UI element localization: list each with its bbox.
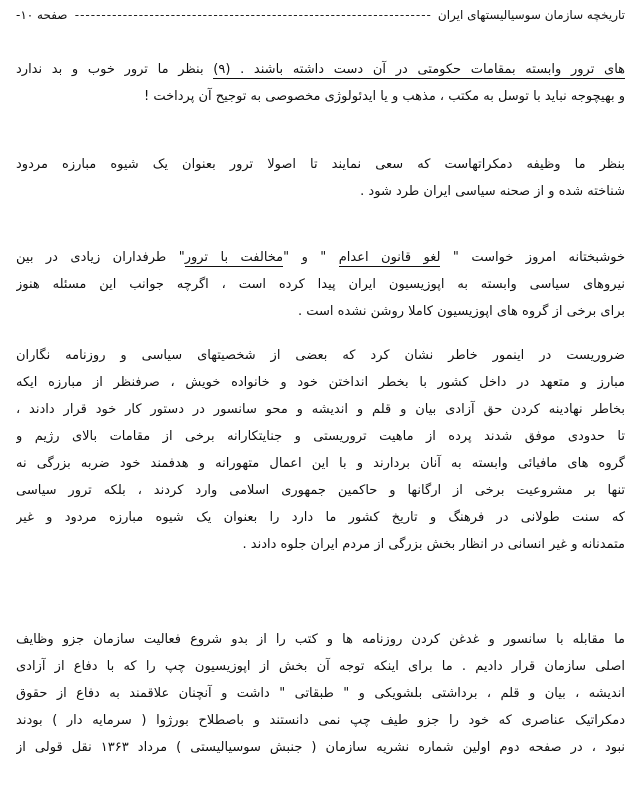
page-number: صفحه ۱۰-	[16, 8, 68, 22]
paragraph-line: متمدنانه و غیر انسانی در انظار بخش بزرگی از مردم ایران جلوه دادند .	[242, 537, 625, 552]
paragraph-line	[16, 56, 625, 83]
text-run: " طرفداران زیادی در بین	[16, 250, 185, 265]
paragraph-line: بخاطر نهادینه کردن حق آزادی بیان و قلم و اندیشه و محو سانسور در دستور کار خود قرار دادند ،	[16, 402, 625, 417]
paragraph-line: ضروریست در اینمور خاطر نشان کرد که بعضی از شخصیتهای سیاسی و روزنامه نگاران	[16, 348, 625, 363]
paragraph-1	[16, 56, 625, 110]
paragraph-line: نیروهای سیاسی وابسته به اپوزیسیون ایران پیدا کرده است ، اگرچه جوانب این مسئله هنوز	[16, 277, 625, 292]
paragraph-5	[16, 626, 625, 761]
text-run: بنظر ما ترور خوب و بد ندارد	[16, 62, 214, 77]
paragraph-line	[16, 244, 625, 271]
paragraph-line: شناخته شده و از صحنه سیاسی ایران طرد شود .	[360, 184, 625, 199]
header-rule	[74, 8, 432, 22]
paragraph-line: تا حدودی موفق شدند پرده از ماهیت تروریستی و جنایتکارانه برخی از مقامات بالای رژیم و	[16, 429, 625, 444]
text-run: خوشبختانه امروز خواست "	[440, 250, 625, 265]
header-title: تاریخچه سازمان سوسیالیستهای ایران	[437, 8, 625, 22]
paragraph-line: مبارز و متعهد در داخل کشور با بخطر انداختن خود و خانواده خویش ، صرفنظر از مبارزه ایکه	[16, 375, 625, 390]
paragraph-line: و بهیچوجه نباید با توسل به مکتب ، مذهب و یا ایدئولوژی مخصوصی به توجیح آن پرداخت !	[143, 89, 625, 104]
underlined-text: های ترور وابسته بمقامات حکومتی در آن دست داشته باشند . (۹)	[213, 62, 625, 77]
text-run: " و "	[283, 250, 339, 265]
paragraph-line: دمکراتیک عناصری که خود را جزو طیف چپ نمی دانستند و باصطلاح بورژوا ( سرمایه دار ) بودند	[16, 713, 625, 728]
paragraph-2	[16, 151, 625, 205]
paragraph-line: اندیشه ، بیان و قلم ، برداشتی بلشویکی و " طبقاتی " داشت و آنچنان علاقمند به دفاع از حقوق	[16, 686, 625, 701]
paragraph-line: برای برخی از گروه های اپوزیسیون کاملا روشن نشده است .	[298, 304, 625, 319]
paragraph-line: ما مقابله با سانسور و غدغن کردن روزنامه ها و کتب را از بدو شروع فعالیت سازمان جزو وظایف	[16, 632, 625, 647]
paragraph-line: اصلی سازمان قرار دادیم . ما برای اینکه توجه آن بخش از اپوزیسیون چپ را که با دفاع از آزادی	[16, 659, 625, 674]
paragraph-4	[16, 342, 625, 558]
underlined-text: مخالفت با ترور	[184, 250, 284, 265]
paragraph-line: نبود ، در صفحه دوم اولین شماره نشریه سازمان ( جنبش سوسیالیستی ) مرداد ۱۳۶۳ نقل قولی از	[16, 740, 625, 755]
paragraph-line: تنها بر مشروعیت برخی از ارگانها و حاکمین جمهوری اسلامی وارد کردند ، بلکه ترور سیاسی	[16, 483, 625, 498]
underlined-text: لغو قانون اعدام	[338, 250, 441, 265]
paragraph-line: که سنت طولانی در فرهنگ و تاریخ کشور ما دارد را بعنوان یک شیوه مبارزه مردود و غیر	[16, 510, 625, 525]
paragraph-line: گروه های مافیائی وابسته به آنان بردارند و با این اعمال متهورانه و هدفمند خود ضربه بزرگی نه	[16, 456, 625, 471]
paragraph-3	[16, 244, 625, 325]
page-header	[16, 6, 625, 24]
paragraph-line: بنظر ما وظیفه دمکراتهاست که سعی نمایند تا اصولا ترور بعنوان یک شیوه مبارزه مردود	[16, 157, 625, 172]
